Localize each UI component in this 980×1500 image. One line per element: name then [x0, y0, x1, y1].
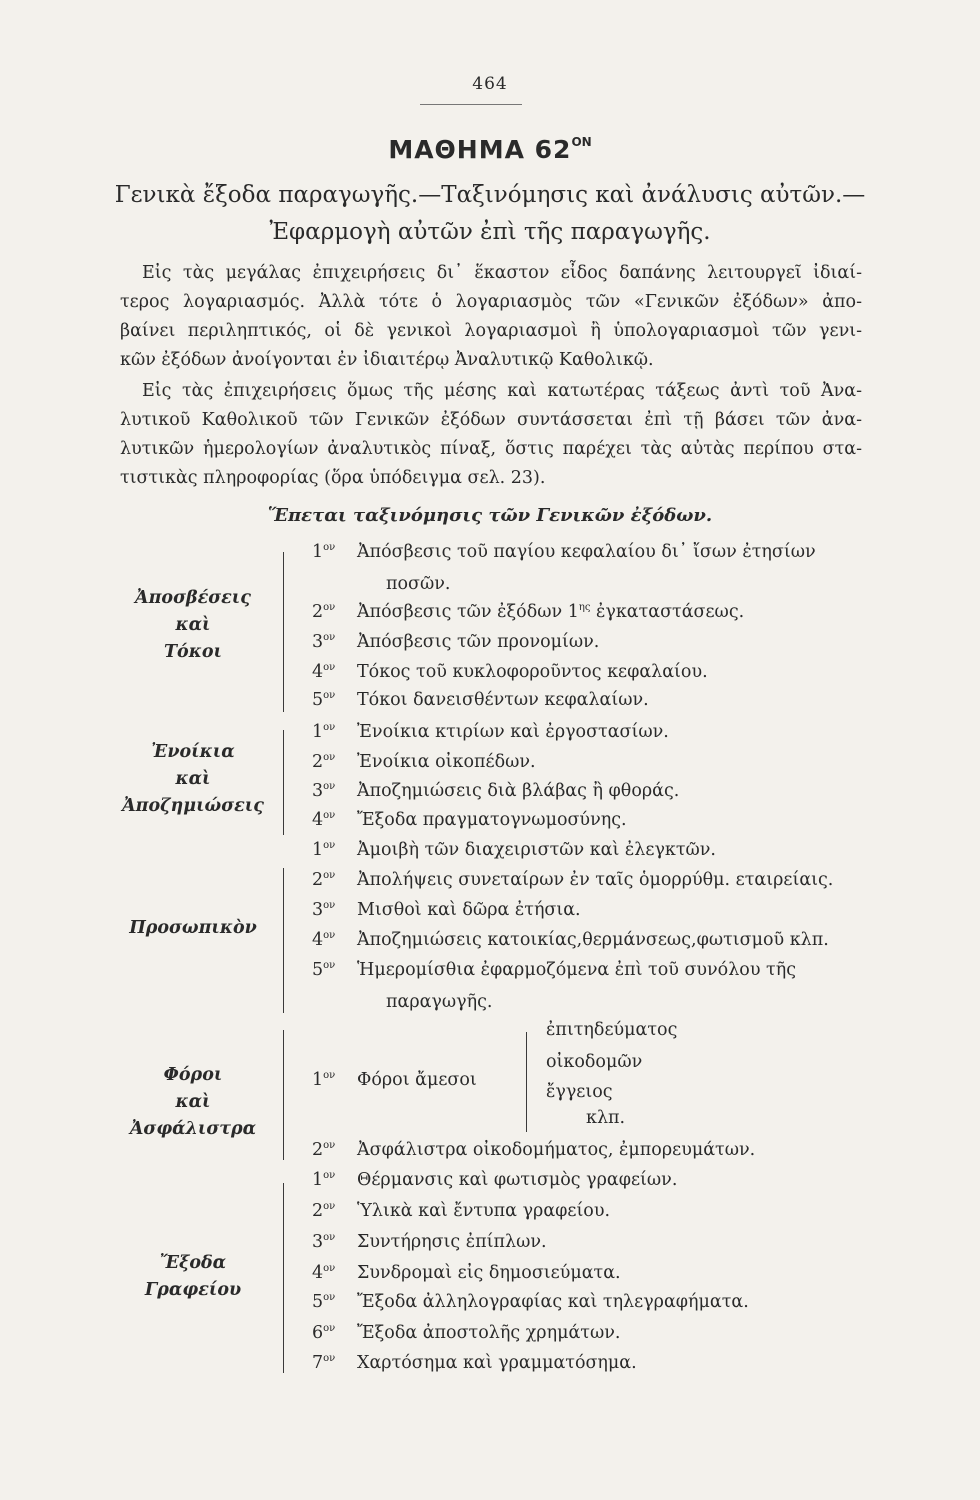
list-item: $4^{o\nu}$ Τόκος τοῦ κυκλοφοροῦντος κεφαλαίου.	[312, 662, 708, 682]
group-label-line: Ἐνοίκια	[151, 742, 235, 762]
group-label-line: Ἔξοδα	[159, 1253, 227, 1273]
group-brace	[283, 730, 284, 835]
classification-title: Ἕπεται ταξινόμησις τῶν Γενικῶν ἐξόδων.	[267, 505, 713, 526]
group-brace	[283, 552, 284, 712]
group-label-line: Ἀσφάλιστρα	[129, 1119, 257, 1139]
group-label-rents-compensations	[108, 739, 278, 820]
list-item: $3^{o\nu}$ Μισθοὶ καὶ δῶρα ἐτήσια.	[312, 900, 581, 920]
group-label-line: καὶ	[175, 615, 211, 635]
list-item: $1^{o\nu}$ Ἀπόσβεσις τοῦ παγίου κεφαλαίου δι᾽ ἴσων ἐτησίων	[312, 542, 816, 562]
subtitle-line-2: Ἐφαρμογὴ αὐτῶν ἐπὶ τῆς παραγωγῆς.	[269, 219, 711, 245]
list-item: $5^{o\nu}$ Τόκοι δανεισθέντων κεφαλαίων.	[312, 690, 649, 710]
group-label-depreciation-interest	[108, 585, 278, 666]
list-item: $1^{o\nu}$ Φόροι ἄμεσοι	[312, 1070, 477, 1090]
list-item: $3^{o\nu}$ Ἀποζημιώσεις διὰ βλάβας ἢ φθοράς.	[312, 781, 680, 801]
sub-item: κλπ.	[586, 1108, 626, 1128]
list-item-continuation: ποσῶν.	[386, 574, 451, 594]
sub-brace	[526, 1032, 527, 1132]
group-brace	[283, 868, 284, 1013]
paragraph-1-line-2: τερος λογαριασμός. Ἀλλὰ τότε ὁ λογαριασμὸς τῶν «Γενικῶν ἐξόδων» ἀπο-	[120, 292, 862, 312]
list-item: $5^{o\nu}$ Ἡμερομίσθια ἐφαρμοζόμενα ἐπὶ τοῦ συνόλου τῆς	[312, 960, 797, 980]
group-brace	[283, 1030, 284, 1160]
list-item-continuation: παραγωγῆς.	[386, 992, 493, 1012]
group-label-office-expenses	[108, 1250, 278, 1304]
group-label-line: Ἀποζημιώσεις	[122, 796, 264, 816]
group-label-line: Ἀποσβέσεις	[135, 588, 251, 608]
list-item: $3^{o\nu}$ Ἀπόσβεσις τῶν προνομίων.	[312, 632, 600, 652]
list-item: $6^{o\nu}$ Ἔξοδα ἀποστολῆς χρημάτων.	[312, 1323, 621, 1343]
list-item: $2^{o\nu}$ Ἀπόσβεσις τῶν ἐξόδων $1^{\eta\varsigma}$ ἐγκαταστάσεως.	[312, 602, 745, 622]
paragraph-2-line-3: λυτικῶν ἡμερολογίων ἀναλυτικὸς πίναξ, ὅστις παρέχει τὰς αὐτὰς περίπου στα-	[120, 439, 862, 459]
page-number: 464	[472, 74, 508, 94]
list-item: $4^{o\nu}$ Ἀποζημιώσεις κατοικίας,θερμάνσεως,φωτισμοῦ κλπ.	[312, 930, 829, 950]
sub-item: οἰκοδομῶν	[546, 1052, 643, 1072]
list-item: $5^{o\nu}$ Ἔξοδα ἀλληλογραφίας καὶ τηλεγραφήματα.	[312, 1292, 749, 1312]
list-item: $1^{o\nu}$ Θέρμανσις καὶ φωτισμὸς γραφείων.	[312, 1170, 678, 1190]
subtitle-line-1: Γενικὰ ἔξοδα παραγωγῆς.—Ταξινόμησις καὶ ἀνάλυσις αὐτῶν.—	[114, 182, 866, 208]
list-item: $2^{o\nu}$ Ἀπολήψεις συνεταίρων ἐν ταῖς ὁμορρύθμ. εταιρείαις.	[312, 870, 834, 890]
list-item: $1^{o\nu}$ Ἐνοίκια κτιρίων καὶ ἐργοστασίων.	[312, 722, 669, 742]
sub-item: ἐπιτηδεύματος	[546, 1020, 678, 1040]
list-item: $2^{o\nu}$ Ὑλικὰ καὶ ἔντυπα γραφείου.	[312, 1201, 611, 1221]
sub-item: ἔγγειος	[546, 1082, 613, 1102]
paragraph-2-line-2: λυτικοῦ Καθολικοῦ τῶν Γενικῶν ἐξόδων συντάσσεται ἐπὶ τῇ βάσει τῶν ἀνα-	[120, 410, 862, 430]
list-item: $3^{o\nu}$ Συντήρησις ἐπίπλων.	[312, 1232, 547, 1252]
group-label-personnel	[108, 915, 278, 942]
group-label-line: Φόροι	[163, 1065, 223, 1085]
group-label-line: Γραφείου	[144, 1280, 242, 1300]
group-brace	[283, 1183, 284, 1373]
page-number-rule	[420, 104, 522, 105]
paragraph-2-line-1: Εἰς τὰς ἐπιχειρήσεις ὅμως τῆς μέσης καὶ κατωτέρας τάξεως ἀντὶ τοῦ Ἀνα-	[142, 381, 862, 401]
list-item: $7^{o\nu}$ Χαρτόσημα καὶ γραμματόσημα.	[312, 1353, 637, 1373]
list-item: $2^{o\nu}$ Ἀσφάλιστρα οἰκοδομήματος, ἐμπορευμάτων.	[312, 1140, 756, 1160]
list-item: $4^{o\nu}$ Ἔξοδα πραγματογνωμοσύνης.	[312, 810, 627, 830]
lesson-heading	[0, 135, 980, 164]
lesson-title-suffix: ΟΝ	[571, 135, 592, 149]
paragraph-2-line-4: τιστικὰς πληροφορίας (ὅρα ὑπόδειγμα σελ. 23).	[120, 468, 546, 488]
group-label-line: Προσωπικὸν	[129, 918, 257, 938]
group-label-line: καὶ	[175, 1092, 211, 1112]
lesson-title: ΜΑΘΗΜΑ 62	[388, 135, 572, 164]
list-item: $4^{o\nu}$ Συνδρομαὶ εἰς δημοσιεύματα.	[312, 1263, 621, 1283]
paragraph-1-line-3: βαίνει περιληπτικός, οἱ δὲ γενικοὶ λογαριασμοὶ ἢ ὑπολογαριασμοὶ τῶν γενι-	[120, 321, 862, 341]
paragraph-1-line-4: κῶν ἐξόδων ἀνοίγονται ἐν ἰδιαιτέρῳ Ἀναλυτικῷ Καθολικῷ.	[120, 350, 654, 370]
group-label-line: καὶ	[175, 769, 211, 789]
list-item: $1^{o\nu}$ Ἀμοιβὴ τῶν διαχειριστῶν καὶ ἐλεγκτῶν.	[312, 840, 716, 860]
group-label-taxes-insurance	[108, 1062, 278, 1143]
group-label-line: Τόκοι	[164, 642, 222, 662]
list-item: $2^{o\nu}$ Ἐνοίκια οἰκοπέδων.	[312, 752, 536, 772]
paragraph-1-line-1: Εἰς τὰς μεγάλας ἐπιχειρήσεις δι᾽ ἕκαστον εἶδος δαπάνης λειτουργεῖ ἰδιαί-	[142, 263, 862, 283]
